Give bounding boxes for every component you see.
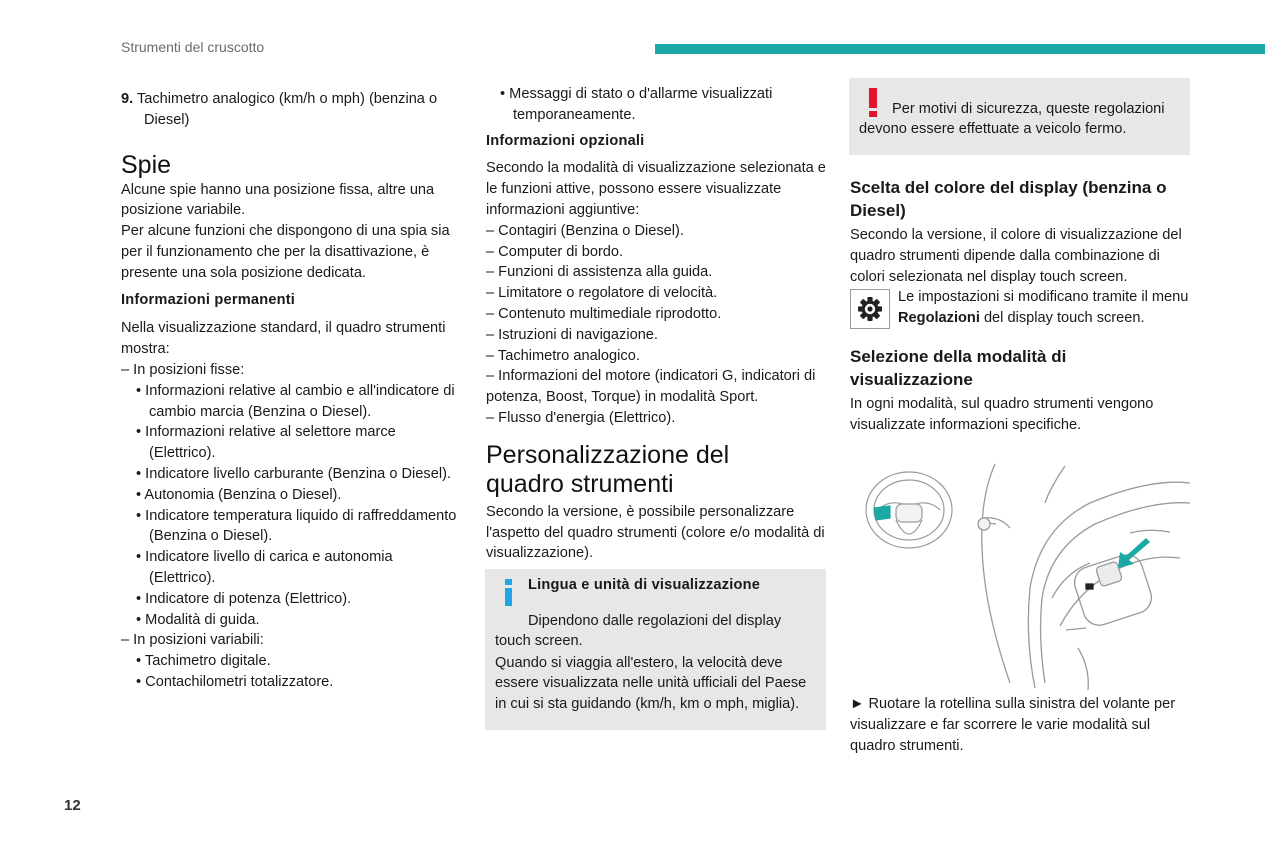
optional-info-title: Informazioni opzionali xyxy=(486,132,645,149)
list-item: • Indicatore temperatura liquido di raffreddamento (Benzina o Diesel). xyxy=(121,506,461,548)
list-item: • Informazioni relative al selettore marce (Elettrico). xyxy=(121,422,461,464)
warning-text: Per motivi di sicurezza, queste regolazioni devono essere effettuate a veicolo fermo. xyxy=(859,100,1165,138)
list-item: – Computer di bordo. xyxy=(486,243,624,260)
list-item: • Indicatore livello di carica e autonomia (Elettrico). xyxy=(121,547,461,589)
list-item: – Funzioni di assistenza alla guida. xyxy=(486,264,713,281)
status-messages-item: • Messaggi di stato o d'allarme visualizzati temporaneamente. xyxy=(486,84,826,126)
info-icon-dot xyxy=(505,579,512,585)
personalization-title: Personalizzazione del quadro strumenti xyxy=(486,440,730,498)
permanent-info-title: Informazioni permanenti xyxy=(121,291,296,308)
warning-box xyxy=(849,78,1190,155)
info-box-paragraph-1: Dipendono dalle regolazioni del display touch screen. xyxy=(495,612,782,650)
settings-text xyxy=(850,287,1192,329)
settings-text-post: del display touch screen. xyxy=(979,310,1145,327)
display-color-title: Scelta del colore del display (benzina o Diesel) xyxy=(850,178,1167,220)
steering-wheel-illustration xyxy=(850,458,1190,690)
column-3 xyxy=(850,176,1192,436)
optional-info-intro: Secondo la modalità di visualizzazione selezionata e le funzioni attive, possono essere visualizzate informazioni aggiuntive: xyxy=(486,160,826,218)
column-2 xyxy=(486,84,826,564)
list-item: • Modalità di guida. xyxy=(121,610,461,631)
display-mode-text: In ogni modalità, sul quadro strumenti vengono visualizzate informazioni specifiche. xyxy=(850,395,1154,433)
variable-positions-list xyxy=(121,651,461,693)
list-item: • Indicatore di potenza (Elettrico). xyxy=(121,589,461,610)
permanent-info-intro: Nella visualizzazione standard, il quadro strumenti mostra: xyxy=(121,320,446,358)
list-item: • Tachimetro digitale. xyxy=(121,651,461,672)
info-box-paragraph-2: Quando si viaggia all'estero, la velocità deve essere visualizzata nelle unità ufficiali del Paese in cui si sta guidando (km/h, km o mph, miglia). xyxy=(495,654,807,713)
list-item: – Flusso d'energia (Elettrico). xyxy=(486,409,676,426)
list-item: • Autonomia (Benzina o Diesel). xyxy=(121,485,461,506)
item-9-text: Tachimetro analogico (km/h o mph) (benzina o Diesel) xyxy=(136,91,438,128)
settings-text-pre: Le impostazioni si modificano tramite il menu xyxy=(898,289,1189,306)
list-item: – Informazioni del motore (indicatori G, indicatori di potenza, Boost, Torque) in modalità Sport. xyxy=(486,368,816,406)
list-item: – Contagiri (Benzina o Diesel). xyxy=(486,222,684,239)
fixed-positions-list xyxy=(121,381,461,631)
inset-wheel-icon xyxy=(866,472,952,548)
display-mode-title: Selezione della modalità di visualizzazione xyxy=(850,346,1067,389)
spie-title: Spie xyxy=(121,150,172,179)
pointer-arrow-icon xyxy=(1118,538,1150,568)
info-box-title: Lingua e unità di visualizzazione xyxy=(528,577,761,593)
settings-menu-name: Regolazioni xyxy=(898,310,980,327)
spie-paragraph-1: Alcune spie hanno una posizione fissa, altre una posizione variabile. xyxy=(121,181,435,219)
list-item: • Contachilometri totalizzatore. xyxy=(121,672,461,693)
settings-gear-icon xyxy=(850,289,890,329)
header-title: Strumenti del cruscotto xyxy=(121,39,265,55)
list-item: – Contenuto multimediale riprodotto. xyxy=(486,305,722,322)
fixed-positions-label: – In posizioni fisse: xyxy=(121,361,245,378)
spie-paragraph-2: Per alcune funzioni che dispongono di una spia sia per il funzionamento che per la disattivazione, è presente una sola posizione dedicata. xyxy=(121,223,450,281)
item-9 xyxy=(121,89,461,131)
column-1 xyxy=(121,89,461,693)
optional-info-list xyxy=(486,221,826,429)
page-number: 12 xyxy=(64,797,81,814)
list-item: – Istruzioni di navigazione. xyxy=(486,326,658,343)
list-item: • Indicatore livello carburante (Benzina o Diesel). xyxy=(121,464,461,485)
header-accent-bar xyxy=(655,44,1265,54)
info-box xyxy=(485,569,826,730)
rotate-instruction: ► Ruotare la rotellina sulla sinistra del volante per visualizzare e far scorrere le varie modalità sul quadro strumenti. xyxy=(850,696,1176,754)
list-item: • Informazioni relative al cambio e all'indicatore di cambio marcia (Benzina o Diesel). xyxy=(121,381,461,423)
display-color-text: Secondo la versione, il colore di visualizzazione del quadro strumenti dipende dalla combinazione di colori selezionata nel display touch screen. xyxy=(850,227,1182,285)
personalization-text: Secondo la versione, è possibile personalizzare l'aspetto del quadro strumenti (colore e/o modalità di visualizzazione). xyxy=(486,503,825,562)
item-9-number: 9. xyxy=(121,91,134,107)
variable-positions-label: – In posizioni variabili: xyxy=(121,632,264,649)
list-item: – Tachimetro analogico. xyxy=(486,347,640,364)
list-item: – Limitatore o regolatore di velocità. xyxy=(486,285,718,302)
